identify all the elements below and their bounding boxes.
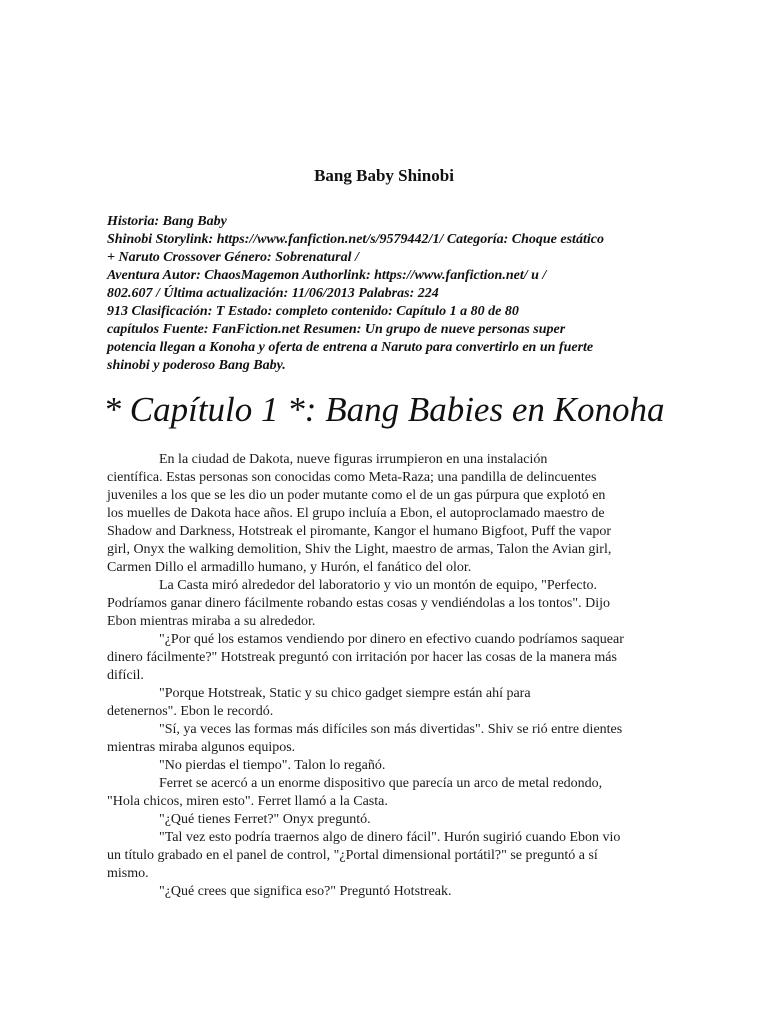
paragraph-start-line: "¿Por qué los estamos vendiendo por dinero en efectivo cuando podríamos saquear xyxy=(159,632,624,647)
text-line: un título grabado en el panel de control, "¿Portal dimensional portátil?" se preguntó a sí xyxy=(107,848,598,863)
metadata-line: potencia llegan a Konoha y oferta de entrena a Naruto para convertirlo en un fuerte xyxy=(107,340,594,355)
paragraph-start-line: "Tal vez esto podría traernos algo de dinero fácil". Hurón sugirió cuando Ebon vio xyxy=(159,830,621,845)
text-line: juveniles a los que se les dio un poder mutante como el de un gas púrpura que explotó en xyxy=(107,488,606,503)
metadata-line: capítulos Fuente: FanFiction.net Resumen: Un grupo de nueve personas super xyxy=(107,322,566,337)
metadata-line: 913 Clasificación: T Estado: completo contenido: Capítulo 1 a 80 de 80 xyxy=(107,304,519,319)
paragraph-start-line: "¿Qué tienes Ferret?" Onyx preguntó. xyxy=(159,812,371,827)
metadata-line: Historia: Bang Baby xyxy=(107,214,227,229)
text-line: Carmen Dillo el armadillo humano, y Hurón, el fanático del olor. xyxy=(107,560,472,575)
chapter-heading: * Capítulo 1 *: Bang Babies en Konoha xyxy=(103,390,665,429)
text-line: detenernos". Ebon le recordó. xyxy=(107,704,274,719)
metadata-line: Shinobi Storylink: https://www.fanfiction.net/s/9579442/1/ Categoría: Choque estático xyxy=(107,232,604,247)
paragraph-start-line: "No pierdas el tiempo". Talon lo regañó. xyxy=(159,758,386,773)
metadata-line: shinobi y poderoso Bang Baby. xyxy=(107,358,286,373)
chapter-body xyxy=(107,451,677,901)
metadata-line: + Naruto Crossover Género: Sobrenatural / xyxy=(107,250,359,265)
text-line: "Hola chicos, miren esto". Ferret llamó a la Casta. xyxy=(107,794,388,809)
text-line: Podríamos ganar dinero fácilmente robando estas cosas y vendiéndolas a los tontos". Dijo xyxy=(107,596,610,611)
paragraph-start-line: "Porque Hotstreak, Static y su chico gadget siempre están ahí para xyxy=(159,686,531,701)
text-line: girl, Onyx the walking demolition, Shiv the Light, maestro de armas, Talon the Avian girl, xyxy=(107,542,612,557)
paragraph-start-line: "¿Qué crees que significa eso?" Preguntó Hotstreak. xyxy=(159,884,452,899)
paragraph-start-line: En la ciudad de Dakota, nueve figuras irrumpieron en una instalación xyxy=(159,452,548,467)
paragraph-start-line: "Sí, ya veces las formas más difíciles son más divertidas". Shiv se rió entre dientes xyxy=(159,722,623,737)
text-line: Shadow and Darkness, Hotstreak el piromante, Kangor el humano Bigfoot, Puff the vapor xyxy=(107,524,612,539)
paragraph-start-line: Ferret se acercó a un enorme dispositivo que parecía un arco de metal redondo, xyxy=(159,776,603,791)
text-line: Ebon mientras miraba a su alrededor. xyxy=(107,614,316,629)
paragraph-start-line: La Casta miró alrededor del laboratorio y vio un montón de equipo, "Perfecto. xyxy=(159,578,598,593)
document-title: Bang Baby Shinobi xyxy=(314,166,454,185)
metadata-line: Aventura Autor: ChaosMagemon Authorlink: https://www.fanfiction.net/ u / xyxy=(107,268,547,283)
text-line: dinero fácilmente?" Hotstreak preguntó con irritación por hacer las cosas de la manera más xyxy=(107,650,617,665)
text-line: mismo. xyxy=(107,866,149,881)
text-line: mientras miraba algunos equipos. xyxy=(107,740,296,755)
story-metadata xyxy=(107,213,677,375)
text-line: los muelles de Dakota hace años. El grupo incluía a Ebon, el autoproclamado maestro de xyxy=(107,506,605,521)
metadata-line: 802.607 / Última actualización: 11/06/2013 Palabras: 224 xyxy=(107,286,439,301)
text-line: difícil. xyxy=(107,668,144,683)
text-line: científica. Estas personas son conocidas como Meta-Raza; una pandilla de delincuentes xyxy=(107,470,597,485)
